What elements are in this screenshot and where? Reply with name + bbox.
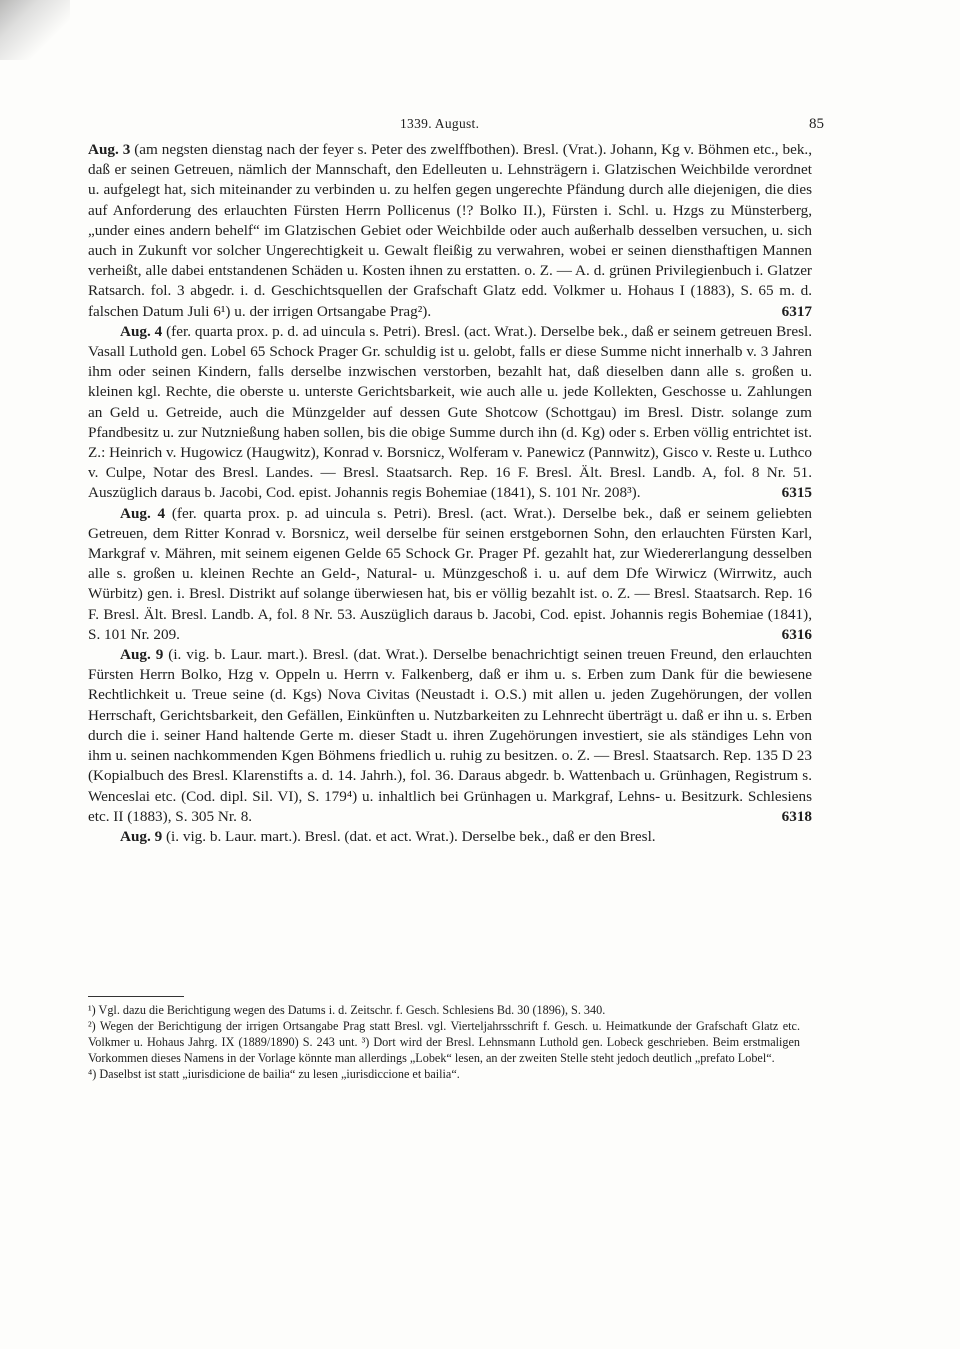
entry-date: Aug. 3	[88, 141, 131, 158]
scan-edge-shadow	[0, 0, 70, 60]
entry-number: 6316	[781, 625, 812, 643]
entry-text: (i. vig. b. Laur. mart.). Bresl. (dat. et act. Wrat.). Derselbe bek., daß er den Bresl.	[166, 827, 656, 845]
footnotes	[88, 1002, 800, 1082]
footnote: ⁴) Daselbst ist statt „iurisdicione de bailia“ zu lesen „iurisdiccione et bailia“.	[88, 1067, 460, 1081]
charter-entry	[88, 827, 812, 847]
page-header	[0, 116, 960, 136]
entry-date: Aug. 4	[120, 504, 166, 522]
charter-entry	[88, 645, 812, 827]
entry-date: Aug. 4	[120, 322, 163, 340]
footnote: ²) Wegen der Berichtigung der irrigen Ortsangabe Prag statt Bresl. vgl. Vierteljahrsschrift f. Gesch. u. Heimatkunde der Grafschaft Glatz etc. Volkmer u. Hohaus Jahrg. IX (1889/1890) S. 243 unt. ³) Dort wird der Bresl. Lehnsmann Luthold gen. Lobeck geschrieben. Beim erstmaligen Vorkommen dieses Namens in der Vorlage könnte man allerdings „Lobek“ lesen, an der zweiten Stelle steht jedoch deutlich „prefato Lobel“.	[88, 1019, 800, 1065]
entry-number: 6318	[781, 807, 812, 825]
entry-date: Aug. 9	[120, 827, 163, 845]
entry-text: (am negsten dienstag nach der feyer s. Peter des zwelffbothen). Bresl. (Vrat.). Johann, Kg v. Böhmen etc., bek., daß er seinen Getreuen, nämlich der Mannschaft, den Edelleuten u. Lehnsträgern i. Glatzischen Weichbilde verordnet u. aufgelegt hat, sich miteinander zu verbinden u. zu helfen gegen ungerechte Pfändung durch alle diejenigen, die dies auf Anforderung des erlauchten Fürsten Herrn Pollicenus (!? Bolko II.), Fürsten i. Schl. u. Hzgs zu Münsterberg, „under eines andern behelf“ im Glatzischen Gebiet oder Weichbilde oder auch außerhalb desselben versuchen, u. sich auch in Zukunft vor solcher Ungerechtigkeit u. Gewalt fleißig zu verwahren, wobei er seinen diensthaftigen Mannen verheißt, alle dabei entstandenen Schäden u. Kosten ihnen zu erstatten. o. Z. — A. d. grünen Privilegienbuch i. Glatzer Ratsarch. fol. 3 abgedr. i. d. Geschichtsquellen der Grafschaft Glatz edd. Volkmer u. Hohaus I (1883), S. 65 m. d. falschen Datum Juli 6¹) u. der irrigen Ortsangabe Prag²).	[88, 141, 813, 320]
charter-entry	[88, 322, 812, 504]
entry-text: (i. vig. b. Laur. mart.). Bresl. (dat. Wrat.). Derselbe benachrichtigt seinen treuen Freund, den erlauchten Fürsten Herrn Bolko, Hzg v. Oppeln u. Herrn v. Falkenberg, daß er ihm u. s. Erben zum Dank für die bewiesene Rechtlichkeit u. Treue seine (d. Kgs) Nova Civitas (Neustadt i. O.S.) mit allen u. jeden Zugehörungen, der vollen Herrschaft, Gerichtsbarkeit, den Gefällen, Einkünften u. Nutzbarkeiten zu Lehnrecht überträgt u. daß er ihn u. s. Erben durch die i. seiner Hand haltende Gerte m. dieser Stadt u. ihren Zugehörungen investiert, sie als ständiges Lehn von ihm u. seinen nachkommenden Kgen Böhmens friedlich u. ruhig zu besitzen. o. Z. — Bresl. Staatsarch. Rep. 135 D 23 (Kopialbuch des Bresl. Klarenstifts a. d. 14. Jahrh.), fol. 36. Daraus abgedr. b. Wattenbach u. Grünhagen, Registrum s. Wenceslai etc. (Cod. dipl. Sil. VI), S. 179⁴) u. inhaltlich bei Grünhagen u. Markgraf, Lehns- u. Besitzurk. Schlesiens etc. II (1883), S. 305 Nr. 8.	[88, 646, 812, 825]
page-number: 85	[809, 116, 824, 132]
footnote: ¹) Vgl. dazu die Berichtigung wegen des Datums i. d. Zeitschr. f. Gesch. Schlesiens Bd. 30 (1896), S. 340.	[88, 1003, 606, 1017]
document-body	[88, 140, 812, 847]
entry-date: Aug. 9	[120, 646, 164, 664]
entry-text: (fer. quarta prox. p. d. ad uincula s. Petri). Bresl. (act. Wrat.). Derselbe bek., daß er seinem getreuen Bresl. Vasall Luthold gen. Lobel 65 Schock Prager Gr. schuldig ist u. gelobt, falls er diese Summe nicht innerhalb v. 3 Jahren ihm oder seinen Kindern, falls derselbe inzwischen verstorben, bezahlt hat, daß dieselben dann alle s. großen u. kleinen kgl. Rechte, die oberste u. unterste Gerichtsbarkeit, wie auch alle u. jede Kollekten, Geschosse u. Zahlungen an Geld u. Getreide, auch die Münzgelder auf dessen Gute Shotcow (Schottgau) im Bresl. Distr. solange zum Pfandbesitz u. zur Nutznießung haben sollen, bis die obige Summe durch ihn (d. Kg) oder s. Erben völlig entrichtet ist. Z.: Heinrich v. Hugowicz (Haugwitz), Konrad v. Borsnicz, Wolferam v. Panewicz (Pannwitz), Gisco v. Reste u. Luthco v. Culpe, Notar des Bresl. Landes. — Bresl. Staatsarch. Rep. 16 F. Bresl. Ält. Bresl. Landb. A, fol. 8 Nr. 51. Auszüglich daraus b. Jacobi, Cod. epist. Johannis regis Bohemiae (1841), S. 101 Nr. 208³).	[88, 322, 812, 502]
footnote-separator	[88, 996, 184, 997]
running-head: 1339. August.	[400, 116, 480, 131]
charter-entry	[88, 504, 812, 645]
charter-entry	[88, 140, 812, 322]
entry-number: 6315	[781, 484, 812, 502]
entry-number: 6317	[781, 302, 812, 320]
entry-text: (fer. quarta prox. p. ad uincula s. Petri). Bresl. (act. Wrat.). Derselbe bek., daß er seinem geliebten Getreuen, dem Ritter Konrad v. Borsnicz, weil derselbe für seinen erstgebornen Sohn, den erlauchten Fürsten Karl, Markgraf v. Mähren, mit seinem eigenen Gelde 65 Schock Gr. Prager Pf. gezahlt hat, zur Wiedererlangung desselben alle s. großen u. kleinen Rechte an Geld-, Natural- u. Münzgeschoß i. u. auf dem Dfe Wirwicz (Wirrwitz, auch Würbitz) gen. i. Bresl. Distrikt auf solange überwiesen hat, bis er völlig bezahlt ist. o. Z. — Bresl. Staatsarch. Rep. 16 F. Bresl. Ält. Bresl. Landb. A, fol. 8 Nr. 53. Auszüglich daraus b. Jacobi, Cod. epist. Johannis regis Bohemiae (1841), S. 101 Nr. 209.	[88, 504, 813, 643]
